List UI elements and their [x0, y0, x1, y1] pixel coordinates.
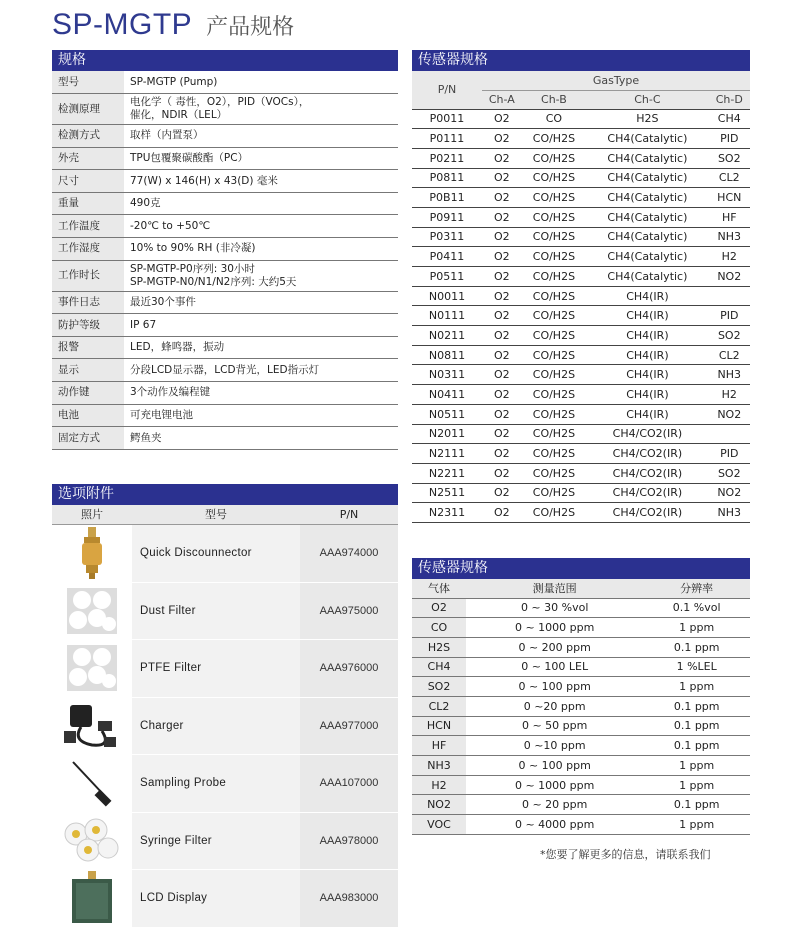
spec-key: 型号: [52, 71, 124, 94]
sensor-row: [412, 306, 750, 326]
accessory-row: [52, 640, 398, 698]
range-resolution: 1 ppm: [643, 618, 750, 638]
sensor-gas: CH4(IR): [586, 326, 708, 346]
accessory-pn: AAA983000: [300, 870, 398, 927]
range-value: 0 ~ 100 LEL: [466, 657, 643, 677]
sensor-gas: H2S: [586, 109, 708, 129]
accessory-pn: AAA974000: [300, 525, 398, 582]
syringe-filter-photo: [52, 813, 132, 870]
sensor-row: [412, 129, 750, 149]
sensor-row: [412, 227, 750, 247]
sensor-range-header: 传感器规格: [412, 558, 750, 579]
range-column-header: 分辨率: [643, 579, 750, 598]
product-subtitle: 产品规格: [206, 15, 295, 40]
sensor-range-section: [412, 558, 750, 835]
range-resolution: 0.1 ppm: [643, 795, 750, 815]
dust-filter-photo: [52, 583, 132, 640]
sensor-pn: N0311: [412, 365, 482, 385]
sensor-row: [412, 483, 750, 503]
spec-value: IP 67: [124, 314, 398, 337]
sensor-gas: CO/H2S: [522, 267, 587, 287]
lcd-display-photo: [52, 870, 132, 927]
sensor-gas: CO/H2S: [522, 247, 587, 267]
spec-row: [52, 404, 398, 427]
spec-value: SP-MGTP-P0序列: 30小时 SP-MGTP-N0/N1/N2序列: 大约5天: [124, 260, 398, 291]
range-resolution: 0.1 ppm: [643, 637, 750, 657]
range-gas: CL2: [412, 696, 466, 716]
column-model: 型号: [205, 508, 227, 521]
accessories-list: [52, 525, 398, 928]
sensor-gas: CO/H2S: [522, 404, 587, 424]
sensor-gas: CH4: [709, 109, 750, 129]
spec-table: [52, 71, 398, 450]
spec-row: [52, 215, 398, 238]
sensor-table: [412, 71, 750, 523]
spec-key: 重量: [52, 192, 124, 215]
spec-key: 报警: [52, 336, 124, 359]
spec-key: 固定方式: [52, 427, 124, 450]
column-photo: 照片: [81, 508, 103, 521]
sensor-row: [412, 326, 750, 346]
sensor-gas: O2: [482, 109, 522, 129]
accessory-pn: AAA976000: [300, 640, 398, 697]
sensor-gas: CO/H2S: [522, 207, 587, 227]
sensor-gas: NH3: [709, 227, 750, 247]
sensor-gas: CO: [522, 109, 587, 129]
spec-key: 显示: [52, 359, 124, 382]
sensor-row: [412, 444, 750, 464]
sensor-gas: O2: [482, 424, 522, 444]
accessory-name: Dust Filter: [132, 583, 300, 640]
spec-key: 电池: [52, 404, 124, 427]
spec-row: [52, 238, 398, 261]
sensor-gas: CH4(Catalytic): [586, 129, 708, 149]
sensor-pn: P0011: [412, 109, 482, 129]
spec-row: [52, 147, 398, 170]
sensor-gas: O2: [482, 404, 522, 424]
channel-header: Ch-A: [482, 90, 522, 109]
sensor-pn: N2011: [412, 424, 482, 444]
sensor-gas: [709, 286, 750, 306]
sensor-gas: CO/H2S: [522, 129, 587, 149]
range-row: [412, 637, 750, 657]
sensor-pn: P0511: [412, 267, 482, 287]
range-row: [412, 677, 750, 697]
ptfe-filter-photo: [52, 640, 132, 697]
range-resolution: 1 ppm: [643, 775, 750, 795]
accessory-name: Sampling Probe: [132, 755, 300, 812]
sensor-row: [412, 365, 750, 385]
spec-row: [52, 314, 398, 337]
channel-header: Ch-C: [586, 90, 708, 109]
sensor-pn-header: P/N: [412, 71, 482, 109]
sensor-row: [412, 207, 750, 227]
sensor-row: [412, 463, 750, 483]
range-gas: CH4: [412, 657, 466, 677]
sensor-gas: O2: [482, 168, 522, 188]
sensor-gas: CO/H2S: [522, 345, 587, 365]
range-resolution: 0.1 %vol: [643, 598, 750, 618]
sensor-gas: PID: [709, 306, 750, 326]
sensor-gas: CH4(IR): [586, 286, 708, 306]
sensor-gas: NO2: [709, 404, 750, 424]
spec-value: 3个动作及编程键: [124, 382, 398, 405]
sensor-gas: CO/H2S: [522, 463, 587, 483]
range-gas: H2: [412, 775, 466, 795]
range-value: 0 ~ 100 ppm: [466, 756, 643, 776]
sensor-gas: O2: [482, 345, 522, 365]
range-gas: O2: [412, 598, 466, 618]
accessory-row: [52, 698, 398, 756]
accessory-name: LCD Display: [132, 870, 300, 927]
sensor-gas: O2: [482, 385, 522, 405]
spec-key: 检测原理: [52, 94, 124, 125]
sensor-pn: N0411: [412, 385, 482, 405]
sensor-gas: CH4(IR): [586, 345, 708, 365]
accessory-pn: AAA977000: [300, 698, 398, 755]
range-row: [412, 657, 750, 677]
sensor-gas: O2: [482, 129, 522, 149]
product-model: SP-MGTP: [52, 8, 193, 41]
sensor-gas: CH4(Catalytic): [586, 267, 708, 287]
spec-row: [52, 125, 398, 148]
sensor-gas: CH4(Catalytic): [586, 188, 708, 208]
sensor-gas: O2: [482, 207, 522, 227]
sensor-pn: P0B11: [412, 188, 482, 208]
sensor-gas: CH4(IR): [586, 385, 708, 405]
sensor-row: [412, 247, 750, 267]
channel-header: Ch-D: [709, 90, 750, 109]
sensor-gas: CH4(Catalytic): [586, 148, 708, 168]
sensor-gas: HCN: [709, 188, 750, 208]
sensor-gas: O2: [482, 326, 522, 346]
accessory-name: PTFE Filter: [132, 640, 300, 697]
spec-header: 规格: [52, 50, 398, 71]
accessories-column-header: [52, 505, 398, 525]
accessory-pn: AAA978000: [300, 813, 398, 870]
range-value: 0 ~ 200 ppm: [466, 637, 643, 657]
spec-key: 工作时长: [52, 260, 124, 291]
spec-key: 防护等级: [52, 314, 124, 337]
sensor-gas: CH4(IR): [586, 306, 708, 326]
sensor-pn: P0411: [412, 247, 482, 267]
spec-value: -20℃ to +50℃: [124, 215, 398, 238]
spec-value: 鳄鱼夹: [124, 427, 398, 450]
sensor-pn: N0511: [412, 404, 482, 424]
range-value: 0 ~20 ppm: [466, 696, 643, 716]
range-value: 0 ~10 ppm: [466, 736, 643, 756]
sensor-gas: O2: [482, 188, 522, 208]
sensor-pn: P0911: [412, 207, 482, 227]
range-resolution: 0.1 ppm: [643, 696, 750, 716]
sensor-row: [412, 286, 750, 306]
sensor-gas: CO/H2S: [522, 188, 587, 208]
range-resolution: 0.1 ppm: [643, 716, 750, 736]
sensor-gas: CH4(Catalytic): [586, 227, 708, 247]
range-value: 0 ~ 20 ppm: [466, 795, 643, 815]
sensor-gas: CO/H2S: [522, 365, 587, 385]
spec-row: [52, 71, 398, 94]
sensor-pn: N2211: [412, 463, 482, 483]
spec-value: 490克: [124, 192, 398, 215]
sensor-gas: CH4/CO2(IR): [586, 444, 708, 464]
charger-photo: [52, 698, 132, 755]
page-title: [52, 8, 294, 48]
spec-key: 动作键: [52, 382, 124, 405]
sensor-gas: CO/H2S: [522, 326, 587, 346]
sensor-gas: NH3: [709, 503, 750, 523]
sensor-pn: N2111: [412, 444, 482, 464]
range-value: 0 ~ 100 ppm: [466, 677, 643, 697]
sensor-gas: CL2: [709, 345, 750, 365]
spec-value: 可充电锂电池: [124, 404, 398, 427]
spec-value: TPU包覆聚碳酸酯（PC）: [124, 147, 398, 170]
sensor-gas: CH4(IR): [586, 404, 708, 424]
spec-key: 尺寸: [52, 170, 124, 193]
range-resolution: 1 %LEL: [643, 657, 750, 677]
sampling-probe-photo: [52, 755, 132, 812]
sensor-pn: N2511: [412, 483, 482, 503]
sensor-spec-header: 传感器规格: [412, 50, 750, 71]
sensor-gas: O2: [482, 286, 522, 306]
accessory-pn: AAA107000: [300, 755, 398, 812]
range-gas: NH3: [412, 756, 466, 776]
spec-value: LED，蜂鸣器，振动: [124, 336, 398, 359]
range-value: 0 ~ 1000 ppm: [466, 618, 643, 638]
sensor-gas: SO2: [709, 326, 750, 346]
range-row: [412, 736, 750, 756]
range-value: 0 ~ 4000 ppm: [466, 815, 643, 835]
sensor-gas: CH4(Catalytic): [586, 247, 708, 267]
range-column-header: 气体: [412, 579, 466, 598]
sensor-gas: CO/H2S: [522, 306, 587, 326]
spec-key: 检测方式: [52, 125, 124, 148]
spec-value: 77(W) x 146(H) x 43(D) 毫米: [124, 170, 398, 193]
sensor-gas: O2: [482, 227, 522, 247]
accessory-row: [52, 755, 398, 813]
sensor-pn: N0211: [412, 326, 482, 346]
sensor-pn: P0211: [412, 148, 482, 168]
sensor-pn: P0811: [412, 168, 482, 188]
sensor-gas: O2: [482, 365, 522, 385]
sensor-row: [412, 503, 750, 523]
sensor-gas: CH4/CO2(IR): [586, 503, 708, 523]
sensor-pn: P0111: [412, 129, 482, 149]
range-row: [412, 795, 750, 815]
range-gas: VOC: [412, 815, 466, 835]
accessory-name: Charger: [132, 698, 300, 755]
sensor-pn: N2311: [412, 503, 482, 523]
sensor-pn: P0311: [412, 227, 482, 247]
sensor-gas: CO/H2S: [522, 227, 587, 247]
range-gas: H2S: [412, 637, 466, 657]
range-resolution: 1 ppm: [643, 677, 750, 697]
accessory-name: Syringe Filter: [132, 813, 300, 870]
sensor-gas: CH4(Catalytic): [586, 207, 708, 227]
spec-row: [52, 336, 398, 359]
spec-row: [52, 291, 398, 314]
range-row: [412, 618, 750, 638]
range-gas: SO2: [412, 677, 466, 697]
sensor-gas: O2: [482, 267, 522, 287]
sensor-gas: H2: [709, 247, 750, 267]
range-gas: HCN: [412, 716, 466, 736]
sensor-gas: CO/H2S: [522, 385, 587, 405]
sensor-row: [412, 404, 750, 424]
sensor-gas: CH4/CO2(IR): [586, 483, 708, 503]
range-resolution: 1 ppm: [643, 815, 750, 835]
accessories-header: 选项附件: [52, 484, 398, 505]
sensor-pn: N0111: [412, 306, 482, 326]
spec-key: 工作湿度: [52, 238, 124, 261]
sensor-gas: O2: [482, 148, 522, 168]
spec-key: 外壳: [52, 147, 124, 170]
gastype-header: GasType: [482, 71, 750, 90]
sensor-gas: HF: [709, 207, 750, 227]
spec-row: [52, 192, 398, 215]
spec-value: 取样（内置泵）: [124, 125, 398, 148]
sensor-gas: O2: [482, 247, 522, 267]
range-gas: CO: [412, 618, 466, 638]
range-resolution: 0.1 ppm: [643, 736, 750, 756]
sensor-gas: CH4/CO2(IR): [586, 463, 708, 483]
sensor-gas: CH4/CO2(IR): [586, 424, 708, 444]
sensor-row: [412, 148, 750, 168]
sensor-gas: CO/H2S: [522, 444, 587, 464]
range-value: 0 ~ 1000 ppm: [466, 775, 643, 795]
sensor-gas: NO2: [709, 267, 750, 287]
sensor-gas: CO/H2S: [522, 483, 587, 503]
sensor-gas: SO2: [709, 148, 750, 168]
spec-value: 分段LCD显示器，LCD背光，LED指示灯: [124, 359, 398, 382]
range-value: 0 ~ 50 ppm: [466, 716, 643, 736]
sensor-spec-section: [412, 50, 750, 523]
accessory-row: [52, 813, 398, 871]
sensor-row: [412, 424, 750, 444]
range-gas: HF: [412, 736, 466, 756]
accessory-name: Quick Discounnector: [132, 525, 300, 582]
spec-row: [52, 427, 398, 450]
sensor-gas: CO/H2S: [522, 148, 587, 168]
range-row: [412, 815, 750, 835]
channel-header: Ch-B: [522, 90, 587, 109]
sensor-gas: CO/H2S: [522, 286, 587, 306]
sensor-row: [412, 385, 750, 405]
sensor-row: [412, 168, 750, 188]
sensor-gas: NH3: [709, 365, 750, 385]
quick-disconnector-photo: [52, 525, 132, 582]
spec-row: [52, 94, 398, 125]
accessory-row: [52, 583, 398, 641]
range-row: [412, 696, 750, 716]
sensor-row: [412, 188, 750, 208]
spec-value: 最近30个事件: [124, 291, 398, 314]
accessory-pn: AAA975000: [300, 583, 398, 640]
accessory-row: [52, 870, 398, 928]
spec-value: 10% to 90% RH (非冷凝): [124, 238, 398, 261]
range-row: [412, 716, 750, 736]
spec-row: [52, 170, 398, 193]
range-resolution: 1 ppm: [643, 756, 750, 776]
spec-section: [52, 50, 398, 450]
spec-row: [52, 382, 398, 405]
sensor-gas: CL2: [709, 168, 750, 188]
column-pn: P/N: [339, 508, 359, 521]
range-row: [412, 756, 750, 776]
sensor-gas: PID: [709, 444, 750, 464]
sensor-gas: CH4(IR): [586, 365, 708, 385]
spec-value: 电化学（ 毒性，O2），PID（VOCs）， 催化，NDIR（LEL）: [124, 94, 398, 125]
range-column-header: 测量范围: [466, 579, 643, 598]
spec-key: 工作温度: [52, 215, 124, 238]
spec-value: SP-MGTP (Pump): [124, 71, 398, 94]
sensor-gas: NO2: [709, 483, 750, 503]
sensor-gas: O2: [482, 306, 522, 326]
sensor-row: [412, 109, 750, 129]
range-row: [412, 598, 750, 618]
sensor-gas: O2: [482, 483, 522, 503]
accessories-section: [52, 484, 398, 928]
spec-key: 事件日志: [52, 291, 124, 314]
spec-row: [52, 260, 398, 291]
sensor-gas: SO2: [709, 463, 750, 483]
accessory-row: [52, 525, 398, 583]
sensor-gas: O2: [482, 463, 522, 483]
range-gas: NO2: [412, 795, 466, 815]
sensor-pn: N0011: [412, 286, 482, 306]
sensor-row: [412, 267, 750, 287]
sensor-gas: H2: [709, 385, 750, 405]
sensor-gas: PID: [709, 129, 750, 149]
range-table: [412, 579, 750, 835]
sensor-gas: CH4(Catalytic): [586, 168, 708, 188]
sensor-gas: CO/H2S: [522, 424, 587, 444]
spec-row: [52, 359, 398, 382]
range-value: 0 ~ 30 %vol: [466, 598, 643, 618]
contact-note: *您要了解更多的信息，请联系我们: [540, 848, 711, 861]
range-row: [412, 775, 750, 795]
sensor-gas: CO/H2S: [522, 503, 587, 523]
sensor-row: [412, 345, 750, 365]
sensor-gas: O2: [482, 444, 522, 464]
sensor-gas: O2: [482, 503, 522, 523]
sensor-gas: [709, 424, 750, 444]
sensor-pn: N0811: [412, 345, 482, 365]
sensor-gas: CO/H2S: [522, 168, 587, 188]
